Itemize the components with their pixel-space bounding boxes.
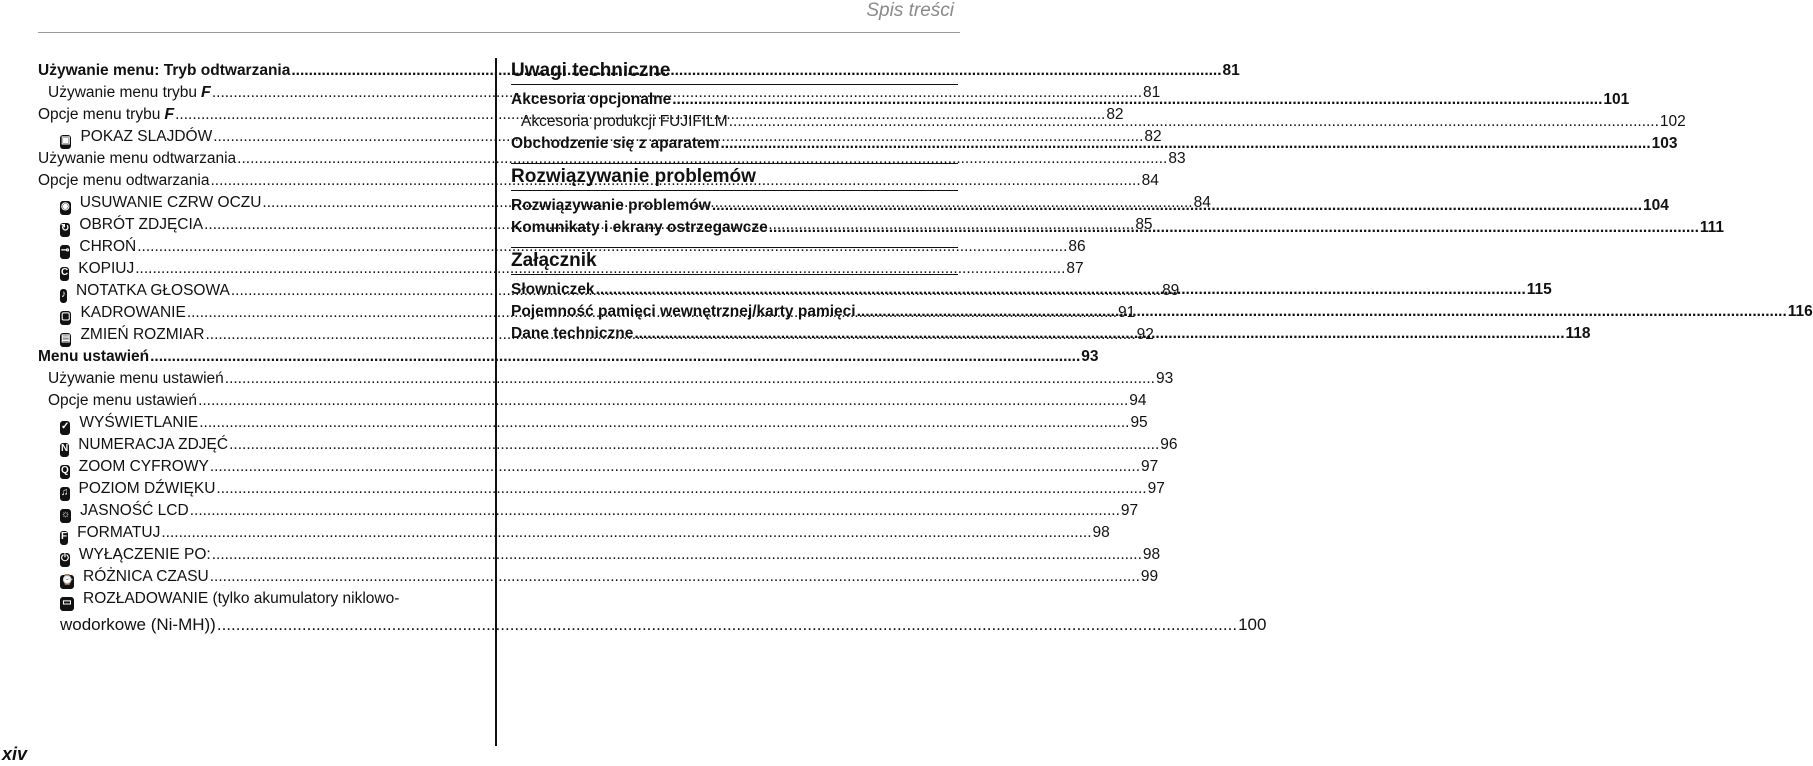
toc-label: Opcje menu trybu: [38, 106, 161, 123]
dot-leader: [212, 544, 1142, 566]
toc-label: Używanie menu odtwarzania: [38, 150, 237, 167]
voice-icon: ♪: [60, 289, 67, 303]
resize-icon: ▤: [60, 333, 71, 347]
toc-label: Akcesoria produkcji FUJIFILM: [521, 113, 728, 130]
toc-page-number: 98: [1142, 546, 1161, 563]
toc-entry[interactable]: [38, 390, 1147, 412]
rotate-icon: ↻: [60, 223, 70, 237]
dot-leader: [198, 390, 1128, 412]
toc-label: wodorkowe (Ni-MH)): [60, 615, 216, 634]
dot-leader: [634, 323, 1564, 345]
zoom-icon: Q: [60, 465, 70, 479]
f-mode-icon: F: [201, 84, 211, 101]
poweroff-icon: ⏻: [60, 553, 70, 567]
toc-page-number: 84: [1193, 194, 1211, 211]
section-title: Załącznik: [511, 247, 958, 275]
toc-page-number: 95: [1130, 414, 1148, 431]
toc-page-number: 86: [1068, 238, 1086, 255]
toc-page-number: 82: [1144, 128, 1162, 145]
display-icon: ✓: [60, 421, 70, 435]
toc-label: Opcje menu odtwarzania: [38, 172, 210, 189]
toc-entry-line2[interactable]: [38, 610, 1267, 640]
toc-page-number: 83: [1168, 150, 1186, 167]
dot-leader: [210, 456, 1140, 478]
toc-label: Menu ustawień: [38, 348, 150, 365]
dot-leader: [150, 346, 1080, 368]
page-number: xiv: [2, 744, 28, 764]
dot-leader: [769, 217, 1699, 239]
toc-label: Obchodzenie się z aparatem: [511, 135, 720, 152]
dot-leader: [729, 111, 1659, 133]
toc-entry[interactable]: [38, 522, 1110, 544]
toc-page-number: 94: [1129, 392, 1147, 409]
section-title: Rozwiązywanie problemów: [511, 163, 958, 191]
toc-page-number: 102: [1659, 113, 1686, 130]
toc-entry[interactable]: [38, 412, 1148, 434]
toc-page-number: 100: [1238, 615, 1267, 634]
copy-icon: C: [60, 267, 69, 281]
timediff-icon: ⌚: [60, 575, 74, 589]
toc-entry[interactable]: [38, 456, 1159, 478]
dot-leader: [216, 478, 1146, 500]
toc-label: FORMATUJ: [77, 524, 161, 541]
dot-leader: [720, 133, 1650, 155]
toc-page-number: 98: [1092, 524, 1110, 541]
dot-leader: [229, 434, 1159, 456]
toc-label: KOPIUJ: [78, 260, 135, 277]
dot-leader: [596, 279, 1526, 301]
toc-label: Słowniczek: [511, 281, 595, 298]
toc-page-number: 96: [1160, 436, 1178, 453]
toc-label: KADROWANIE: [80, 304, 186, 321]
toc-entry[interactable]: [38, 236, 1086, 258]
slideshow-icon: ▣: [60, 135, 71, 149]
protect-icon: ⊸: [60, 245, 70, 259]
toc-label: POKAZ SLAJDÓW: [80, 128, 213, 145]
volume-icon: ♫: [60, 487, 70, 501]
toc-label: ZOOM CYFROWY: [78, 458, 209, 475]
section-title: Uwagi techniczne: [511, 58, 958, 85]
dot-leader: [672, 89, 1602, 111]
toc-page-number: 103: [1651, 135, 1678, 152]
column-divider: [495, 58, 497, 746]
toc-label: Używanie menu trybu: [48, 84, 198, 101]
toc-label: ZMIEŃ ROZMIAR: [80, 326, 205, 343]
dot-leader: [225, 368, 1155, 390]
toc-label: Dane techniczne: [511, 325, 634, 342]
section-gap: [511, 239, 958, 247]
toc-label: WYŚWIETLANIE: [79, 414, 199, 431]
toc-page-number: 97: [1147, 480, 1165, 497]
toc-entry-discharge[interactable]: [38, 588, 1267, 640]
toc-page-number: 89: [1162, 282, 1180, 299]
toc-page-number: 101: [1603, 91, 1630, 108]
toc-page-number: 93: [1155, 370, 1174, 387]
header-title: Spis treści: [866, 0, 954, 21]
toc-page-number: 81: [1143, 84, 1161, 101]
toc-label: Komunikaty i ekrany ostrzegawcze: [511, 219, 768, 236]
numbering-icon: N: [60, 443, 69, 457]
toc-label: WYŁĄCZENIE PO:: [78, 546, 211, 563]
toc-label: Rozwiązywanie problemów: [511, 197, 711, 214]
dot-leader: [190, 500, 1120, 522]
toc-page-number: 93: [1081, 348, 1099, 365]
dot-leader: [210, 566, 1140, 588]
toc-page-number: 115: [1526, 281, 1552, 298]
crop-icon: ▢: [60, 311, 71, 325]
toc-entry[interactable]: [38, 434, 1178, 456]
toc-page-number: 87: [1066, 260, 1084, 277]
toc-label: CHROŃ: [79, 238, 137, 255]
dot-leader: [199, 412, 1129, 434]
toc-label: Używanie menu ustawień: [48, 370, 224, 387]
toc-page-number: 85: [1135, 216, 1153, 233]
toc-label: Używanie menu: Tryb odtwarzania: [38, 62, 291, 79]
toc-page-number: 99: [1140, 568, 1159, 585]
toc-page-number: 111: [1699, 219, 1725, 236]
toc-page-number: 97: [1120, 502, 1139, 519]
toc-entry[interactable]: [38, 368, 1174, 390]
discharge-icon: ▭: [60, 597, 74, 611]
dot-leader: [857, 301, 1787, 323]
toc-page-number: 118: [1565, 325, 1591, 342]
dot-leader: [161, 522, 1091, 544]
toc-page-number: 81: [1222, 62, 1240, 79]
toc-label: NUMERACJA ZDJĘĆ: [78, 436, 229, 453]
dot-leader: [217, 610, 1237, 640]
toc-page-number: 91: [1118, 304, 1136, 321]
toc-page-number: 104: [1643, 197, 1669, 214]
brightness-icon: ☼: [60, 509, 71, 523]
toc-entry[interactable]: [38, 346, 1099, 368]
toc-label: Pojemność pamięci wewnętrznej/karty pamięci: [511, 303, 856, 320]
toc-entry-line1: [38, 588, 482, 610]
toc-page-number: 97: [1141, 458, 1159, 475]
toc-entry[interactable]: [38, 566, 1159, 588]
section-gap: [511, 155, 958, 163]
header-rule: [38, 32, 960, 33]
toc-label: POZIOM DŹWIĘKU: [78, 480, 216, 497]
toc-label: NOTATKA GŁOSOWA: [76, 282, 230, 299]
toc-page-number: 84: [1141, 172, 1159, 189]
toc-page-number: 82: [1106, 106, 1124, 123]
toc-label: RÓŻNICA CZASU: [83, 568, 209, 585]
redeye-icon: ◉: [60, 201, 71, 215]
toc-label: ROZŁADOWANIE (tylko akumulatory niklowo-: [83, 590, 400, 607]
toc-entry[interactable]: [38, 148, 1186, 170]
f-mode-icon: F: [164, 106, 175, 123]
toc-entry[interactable]: [38, 500, 1139, 522]
toc-page-number: 116: [1787, 303, 1813, 320]
toc-label: Akcesoria opcjonalne: [511, 91, 672, 108]
toc-entry[interactable]: [38, 544, 1161, 566]
toc-label: OBRÓT ZDJĘCIA: [79, 216, 204, 233]
dot-leader: [712, 195, 1642, 217]
format-icon: F: [60, 531, 68, 545]
toc-label: USUWANIE CZRW OCZU: [79, 194, 262, 211]
toc-label: Opcje menu ustawień: [48, 392, 198, 409]
toc-page-number: 92: [1136, 326, 1154, 343]
toc-entry[interactable]: [38, 478, 1165, 500]
toc-label: JASNOŚĆ LCD: [80, 502, 189, 519]
